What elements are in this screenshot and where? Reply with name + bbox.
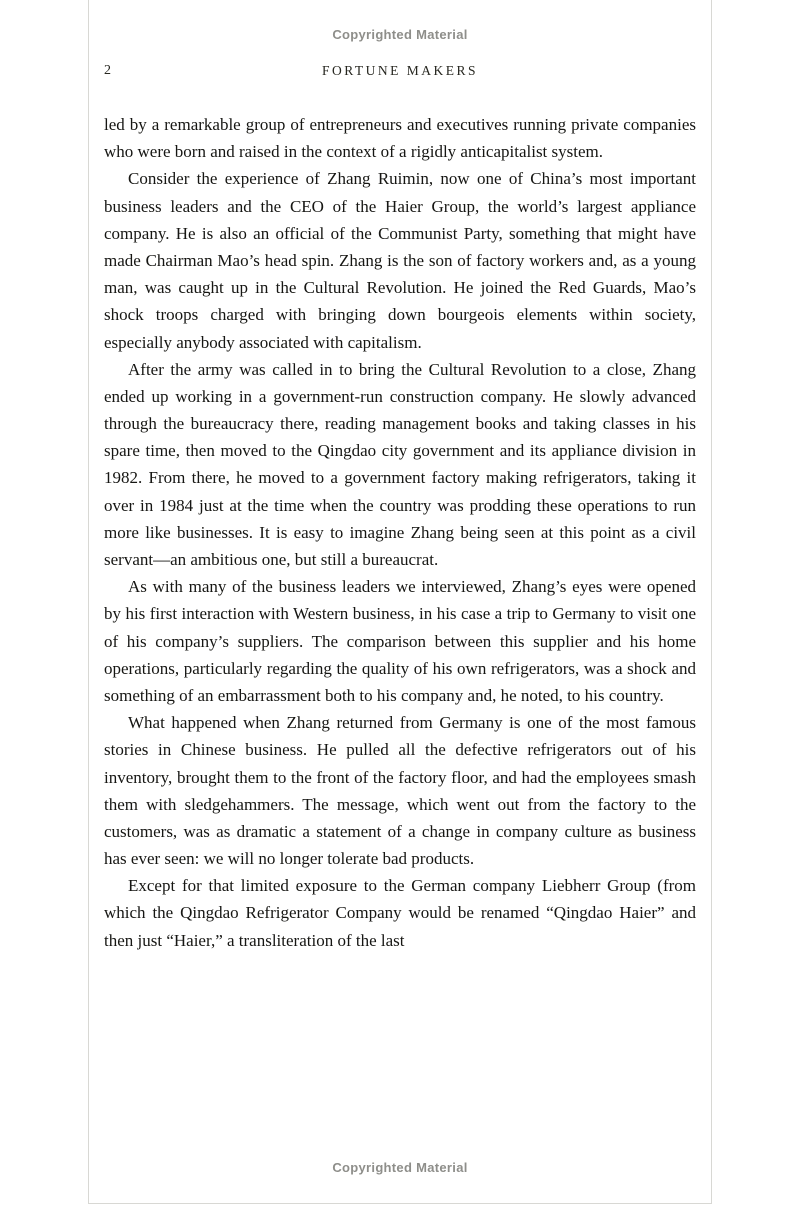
copyright-notice-bottom: Copyrighted Material	[332, 1160, 468, 1175]
running-title: FORTUNE MAKERS	[321, 63, 479, 78]
body-paragraph: Consider the experience of Zhang Ruimin, now one of China’s most important business leaders and the CEO of the Haier Group, the world’s largest appliance company. He is also an official of the Communist Party, something that might have made Chairman Mao’s head spin. Zhang is the son of factory workers and, as a young man, was caught up in the Cultural Revolution. He joined the Red Guards, Mao’s shock troops charged with bringing down bourgeois elements within society, especially anybody associated with capitalism.	[104, 169, 696, 352]
body-paragraph: What happened when Zhang returned from Germany is one of the most famous stories in Chinese business. He pulled all the defective refrigerators out of his inventory, brought them to the front of the factory floor, and had the employees smash them with sledgehammers. The message, which went out from the factory to the customers, was as dramatic a statement of a change in company culture as business has ever seen: we will no longer tolerate bad products.	[104, 713, 696, 869]
body-paragraph: As with many of the business leaders we interviewed, Zhang’s eyes were opened by his first interaction with Western business, in his case a trip to Germany to visit one of his company’s suppliers. The comparison between this supplier and his home operations, particularly regarding the quality of his own refrigerators, was a shock and something of an embarrassment both to his company and, he noted, to his country.	[104, 577, 696, 705]
body-paragraph: Except for that limited exposure to the German company Liebherr Group (from which the Qingdao Refrigerator Company would be renamed “Qingdao Haier” and then just “Haier,” a transliteration of the last	[104, 876, 696, 950]
body-paragraph: After the army was called in to bring the Cultural Revolution to a close, Zhang ended up working in a government-run construction company. He slowly advanced through the bureaucracy there, reading management books and taking classes in his spare time, then moved to the Qingdao city government and its appliance division in 1982. From there, he moved to a government factory making refrigerators, taking it over in 1984 just at the time when the country was prodding these operations to run more like businesses. It is easy to imagine Zhang being seen at this point as a civil servant—an ambitious one, but still a bureaucrat.	[104, 359, 696, 569]
page-header	[104, 63, 696, 79]
page-number: 2	[104, 63, 111, 78]
copyright-notice-top: Copyrighted Material	[332, 27, 468, 42]
body-paragraph: led by a remarkable group of entrepreneurs and executives running private companies who were born and raised in the context of a rigidly anticapitalist system.	[104, 115, 696, 162]
body-text	[104, 111, 696, 954]
